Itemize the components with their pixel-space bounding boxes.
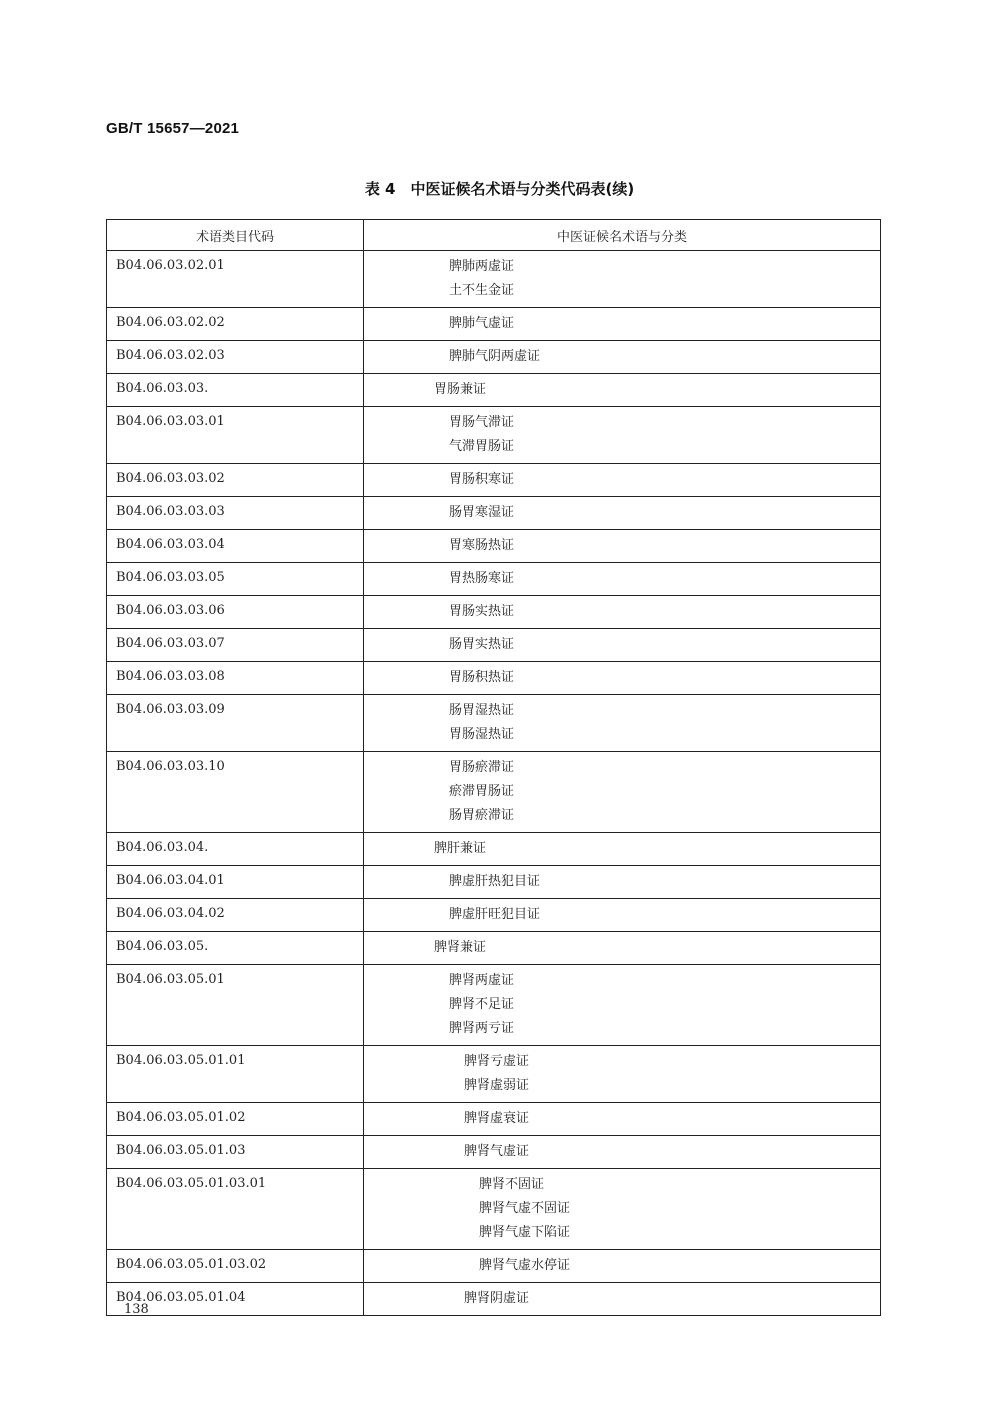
term-code: B04.06.03.02.03 (107, 341, 364, 374)
table-row (107, 530, 881, 563)
term-cell (364, 464, 881, 497)
syndrome-term: 脾肾不足证 (449, 997, 515, 1012)
syndrome-term: 脾肾气虚水停证 (479, 1258, 571, 1273)
term-code: B04.06.03.05.01.03.01 (107, 1169, 364, 1250)
syndrome-term: 胃寒肠热证 (449, 538, 515, 553)
syndrome-term: 脾肺两虚证 (449, 259, 515, 274)
syndrome-term: 气滞胃肠证 (449, 439, 515, 454)
term-code: B04.06.03.02.01 (107, 251, 364, 308)
term-cell (364, 1169, 881, 1250)
term-cell (364, 629, 881, 662)
term-code: B04.06.03.04.01 (107, 866, 364, 899)
syndrome-term: 脾肺气虚证 (449, 316, 515, 331)
term-code: B04.06.03.05.01.02 (107, 1103, 364, 1136)
table-row (107, 596, 881, 629)
term-cell (364, 1250, 881, 1283)
syndrome-term: 脾肾亏虚证 (464, 1054, 530, 1069)
table-row (107, 866, 881, 899)
syndrome-term: 胃肠实热证 (449, 604, 515, 619)
term-code: B04.06.03.05.01.04 (107, 1283, 364, 1316)
term-code: B04.06.03.03.01 (107, 407, 364, 464)
table-body (107, 251, 881, 1316)
syndrome-term: 脾肾不固证 (479, 1177, 545, 1192)
syndrome-term: 胃肠积热证 (449, 670, 515, 685)
term-cell (364, 497, 881, 530)
table-row (107, 464, 881, 497)
term-cell (364, 965, 881, 1046)
table-row (107, 1250, 881, 1283)
syndrome-term: 脾肝兼证 (434, 841, 487, 856)
syndrome-term: 肠胃瘀滞证 (449, 808, 515, 823)
table-row (107, 1136, 881, 1169)
table-row (107, 251, 881, 308)
table-row (107, 497, 881, 530)
term-cell (364, 563, 881, 596)
term-code: B04.06.03.05.01 (107, 965, 364, 1046)
term-code: B04.06.03.03.07 (107, 629, 364, 662)
term-code: B04.06.03.03.06 (107, 596, 364, 629)
term-cell (364, 1046, 881, 1103)
syndrome-term: 胃肠积寒证 (449, 472, 515, 487)
term-code: B04.06.03.03.02 (107, 464, 364, 497)
syndrome-term: 胃肠气滞证 (449, 415, 515, 430)
term-code: B04.06.03.05.01.01 (107, 1046, 364, 1103)
term-cell (364, 932, 881, 965)
page-number: 138 (124, 1302, 149, 1317)
table-row (107, 407, 881, 464)
syndrome-term: 脾虚肝热犯目证 (449, 874, 541, 889)
table-row (107, 1046, 881, 1103)
syndrome-term: 胃肠兼证 (434, 382, 487, 397)
column-header-term: 中医证候名术语与分类 (364, 220, 881, 251)
table-row (107, 662, 881, 695)
term-cell (364, 662, 881, 695)
syndrome-terms-table (106, 219, 881, 1316)
term-code: B04.06.03.05.01.03 (107, 1136, 364, 1169)
table-row (107, 629, 881, 662)
table-row (107, 695, 881, 752)
term-cell (364, 341, 881, 374)
term-cell (364, 407, 881, 464)
term-code: B04.06.03.03.08 (107, 662, 364, 695)
term-cell (364, 596, 881, 629)
term-cell (364, 695, 881, 752)
syndrome-term: 肠胃实热证 (449, 637, 515, 652)
term-cell (364, 899, 881, 932)
table-row (107, 341, 881, 374)
term-code: B04.06.03.03.05 (107, 563, 364, 596)
table-row (107, 833, 881, 866)
table-row (107, 563, 881, 596)
term-cell (364, 1283, 881, 1316)
syndrome-term: 胃肠湿热证 (449, 727, 515, 742)
syndrome-term: 脾肾气虚下陷证 (479, 1225, 571, 1240)
table-row (107, 1103, 881, 1136)
table-caption: 表 4 中医证候名术语与分类代码表(续) (364, 180, 635, 198)
syndrome-term: 脾肺气阴两虚证 (449, 349, 541, 364)
table-row (107, 932, 881, 965)
table-row (107, 899, 881, 932)
syndrome-term: 脾肾气虚不固证 (479, 1201, 571, 1216)
syndrome-term: 脾肾兼证 (434, 940, 487, 955)
table-row (107, 308, 881, 341)
term-code: B04.06.03.03.10 (107, 752, 364, 833)
syndrome-term: 肠胃湿热证 (449, 703, 515, 718)
term-cell (364, 866, 881, 899)
table-row (107, 374, 881, 407)
term-cell (364, 308, 881, 341)
syndrome-term: 肠胃寒湿证 (449, 505, 515, 520)
term-cell (364, 1103, 881, 1136)
standard-code-header: GB/T 15657—2021 (106, 120, 240, 137)
term-code: B04.06.03.04.02 (107, 899, 364, 932)
syndrome-term: 胃肠瘀滞证 (449, 760, 515, 775)
table-row (107, 965, 881, 1046)
term-cell (364, 251, 881, 308)
table-header-row (107, 220, 881, 251)
term-code: B04.06.03.04. (107, 833, 364, 866)
term-code: B04.06.03.03. (107, 374, 364, 407)
term-code: B04.06.03.03.03 (107, 497, 364, 530)
term-code: B04.06.03.03.09 (107, 695, 364, 752)
syndrome-term: 脾肾虚弱证 (464, 1078, 530, 1093)
syndrome-term: 脾肾虚衰证 (464, 1111, 530, 1126)
term-code: B04.06.03.02.02 (107, 308, 364, 341)
table-row (107, 1169, 881, 1250)
term-cell (364, 1136, 881, 1169)
column-header-code: 术语类目代码 (107, 220, 364, 251)
table-row (107, 1283, 881, 1316)
syndrome-term: 脾肾两虚证 (449, 973, 515, 988)
syndrome-term: 脾肾气虚证 (464, 1144, 530, 1159)
syndrome-term: 瘀滞胃肠证 (449, 784, 515, 799)
term-cell (364, 833, 881, 866)
term-cell (364, 752, 881, 833)
term-cell (364, 530, 881, 563)
syndrome-term: 脾肾两亏证 (449, 1021, 515, 1036)
term-cell (364, 374, 881, 407)
term-code: B04.06.03.03.04 (107, 530, 364, 563)
syndrome-term: 脾肾阴虚证 (464, 1291, 530, 1306)
syndrome-term: 胃热肠寒证 (449, 571, 515, 586)
term-code: B04.06.03.05. (107, 932, 364, 965)
syndrome-term: 脾虚肝旺犯目证 (449, 907, 541, 922)
syndrome-term: 土不生金证 (449, 283, 515, 298)
term-code: B04.06.03.05.01.03.02 (107, 1250, 364, 1283)
table-row (107, 752, 881, 833)
